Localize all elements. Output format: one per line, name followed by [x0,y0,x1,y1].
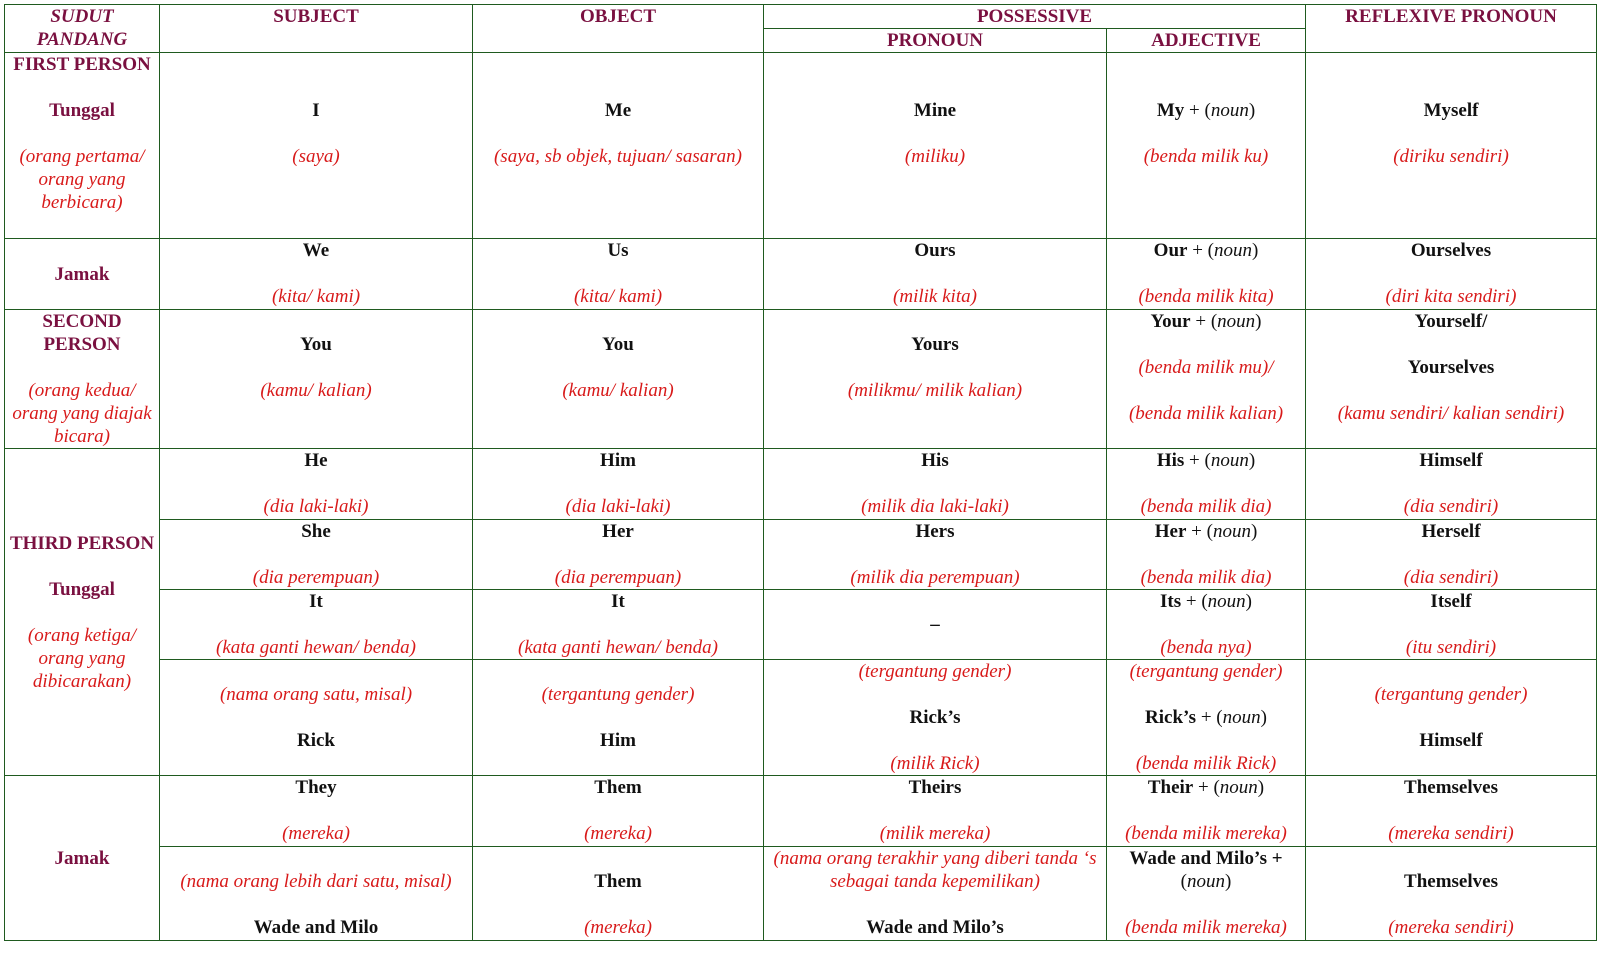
cell-reflexive: Himself (dia sendiri) [1306,449,1597,520]
cell-adjective: My + (noun) (benda milik ku) [1107,53,1306,239]
cell-pronoun: – [764,590,1107,660]
cell-object: (tergantung gender) Him [473,660,764,776]
tunggal-label: Tunggal [49,578,115,600]
jamak-label-cell [5,239,160,310]
header-reflexive: REFLEXIVE PRONOUN [1306,5,1597,53]
table-row [5,310,1597,449]
cell-adjective: Her + (noun) (benda milik dia) [1107,520,1306,590]
cell-subject: (nama orang lebih dari satu, misal) Wade and Milo [160,847,473,941]
cell-reflexive: Themselves (mereka sendiri) [1306,847,1597,941]
cell-object: It (kata ganti hewan/ benda) [473,590,764,660]
table-row [5,776,1597,847]
cell-object: Me (saya, sb objek, tujuan/ sasaran) [473,53,764,239]
cell-object: Her (dia perempuan) [473,520,764,590]
second-person-label: SECOND PERSON [42,311,122,355]
cell-adjective: His + (noun) (benda milik dia) [1107,449,1306,520]
cell-adjective: Wade and Milo’s + (noun) (benda milik mereka) [1107,847,1306,941]
header-subject: SUBJECT [160,5,473,53]
cell-reflexive: Themselves (mereka sendiri) [1306,776,1597,847]
tunggal-label: Tunggal [49,100,115,121]
table-row [5,53,1597,239]
cell-pronoun: (tergantung gender) Rick’s (milik Rick) [764,660,1107,776]
cell-reflexive: Itself (itu sendiri) [1306,590,1597,660]
cell-adjective: Their + (noun) (benda milik mereka) [1107,776,1306,847]
cell-subject: He (dia laki-laki) [160,449,473,520]
jamak-label-cell [5,776,160,941]
table-row [5,847,1597,941]
table-row [5,660,1597,776]
cell-subject: She (dia perempuan) [160,520,473,590]
cell-pronoun: (nama orang terakhir yang diberi tanda ‘s sebagai tanda kepemilikan) Wade and Milo’s [764,847,1107,941]
cell-reflexive: (tergantung gender) Himself [1306,660,1597,776]
table-row [5,590,1597,660]
third-person-label: THIRD PERSON [9,532,155,554]
cell-adjective: Your + (noun) (benda milik mu)/ (benda milik kalian) [1107,310,1306,449]
cell-object: Them (mereka) [473,847,764,941]
cell-pronoun: Ours (milik kita) [764,239,1107,310]
header-sudut-pandang: SUDUT PANDANG [5,5,160,53]
jamak-label: Jamak [54,263,110,285]
cell-object: Us (kita/ kami) [473,239,764,310]
cell-pronoun: Mine (miliku) [764,53,1107,239]
cell-object: Him (dia laki-laki) [473,449,764,520]
header-pronoun: PRONOUN [764,29,1107,53]
header-possessive: POSSESSIVE [764,5,1306,29]
table-row [5,449,1597,520]
table-row [5,520,1597,590]
cell-subject: (nama orang satu, misal) Rick [160,660,473,776]
jamak-label: Jamak [54,847,110,869]
header-adjective: ADJECTIVE [1107,29,1306,53]
cell-pronoun: Theirs (milik mereka) [764,776,1107,847]
cell-adjective: Our + (noun) (benda milik kita) [1107,239,1306,310]
cell-pronoun: His (milik dia laki-laki) [764,449,1107,520]
second-person-label-cell [5,310,160,449]
cell-adjective: Its + (noun) (benda nya) [1107,590,1306,660]
cell-subject: It (kata ganti hewan/ benda) [160,590,473,660]
first-person-desc: (orang pertama/ orang yang berbicara) [19,146,145,213]
cell-reflexive: Yourself/ Yourselves (kamu sendiri/ kalian sendiri) [1306,310,1597,449]
second-person-desc: (orang kedua/ orang yang diajak bicara) [12,380,152,447]
cell-object: Them (mereka) [473,776,764,847]
cell-subject: We (kita/ kami) [160,239,473,310]
pronoun-table [4,4,1597,941]
cell-pronoun: Hers (milik dia perempuan) [764,520,1107,590]
cell-reflexive: Myself (diriku sendiri) [1306,53,1597,239]
table-row [5,239,1597,310]
first-person-label: FIRST PERSON [13,54,151,75]
cell-subject: They (mereka) [160,776,473,847]
cell-reflexive: Ourselves (diri kita sendiri) [1306,239,1597,310]
cell-object: You (kamu/ kalian) [473,310,764,449]
cell-subject: You (kamu/ kalian) [160,310,473,449]
cell-reflexive: Herself (dia sendiri) [1306,520,1597,590]
header-object: OBJECT [473,5,764,53]
third-person-desc: (orang ketiga/ orang yang dibicarakan) [27,624,137,692]
cell-subject: I (saya) [160,53,473,239]
cell-adjective: (tergantung gender) Rick’s + (noun) (benda milik Rick) [1107,660,1306,776]
cell-pronoun: Yours (milikmu/ milik kalian) [764,310,1107,449]
third-person-label-cell [5,449,160,776]
first-person-label-cell [5,53,160,239]
